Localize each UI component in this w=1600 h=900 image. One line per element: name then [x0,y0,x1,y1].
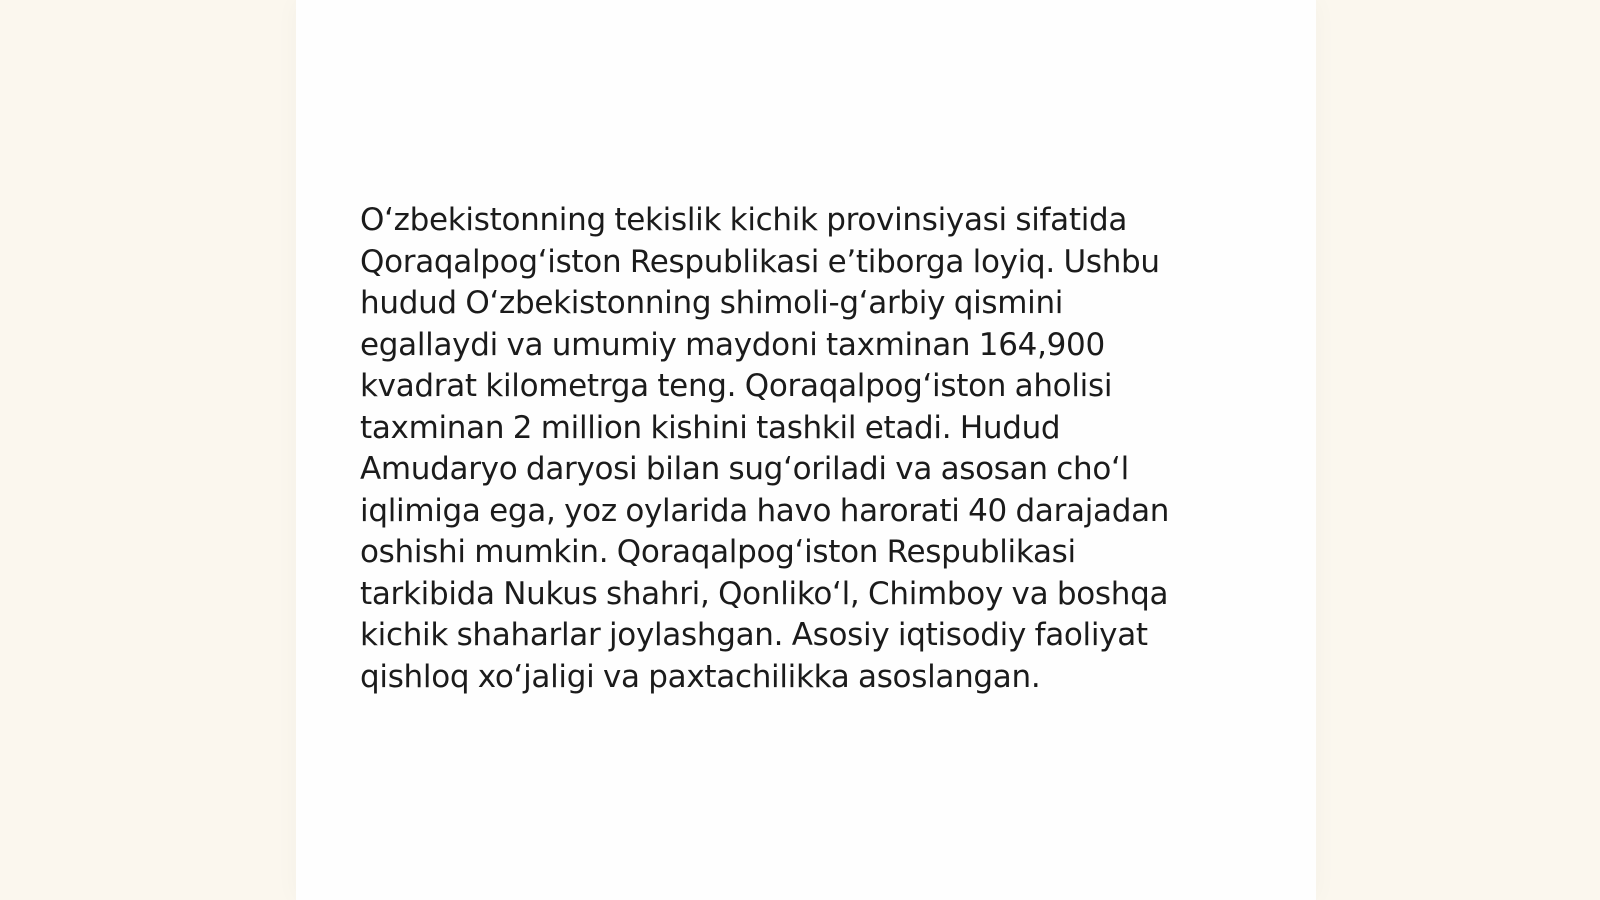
paragraph-line: iqlimiga ega, yoz oylarida havo harorati 40 darajadan [360,492,1170,529]
document-page [296,0,1316,900]
paragraph-line: O‘zbekistonning tekislik kichik provinsiyasi sifatida [360,202,1128,238]
paragraph-line: oshishi mumkin. Qoraqalpog‘iston Respublikasi [360,534,1076,570]
paragraph-line: kichik shaharlar joylashgan. Asosiy iqtisodiy faoliyat [360,617,1148,653]
paragraph-line: tarkibida Nukus shahri, Qonliko‘l, Chimboy va boshqa [360,575,1169,612]
paragraph-line: hudud O‘zbekistonning shimoli-g‘arbiy qismini [360,285,1064,321]
paragraph-line: egallaydi va umumiy maydoni taxminan 164,900 [360,326,1105,363]
paragraph-line: kvadrat kilometrga teng. Qoraqalpog‘iston aholisi [360,368,1113,404]
paragraph-line: Amudaryo daryosi bilan sug‘oriladi va asosan cho‘l [360,451,1129,487]
paragraph-line: qishloq xo‘jaligi va paxtachilikka asoslangan. [360,658,1041,695]
body-paragraph [360,200,1240,698]
paragraph-line: taxminan 2 million kishini tashkil etadi. Hudud [360,409,1061,446]
paragraph-line: Qoraqalpog‘iston Respublikasi e’tiborga loyiq. Ushbu [360,243,1160,280]
